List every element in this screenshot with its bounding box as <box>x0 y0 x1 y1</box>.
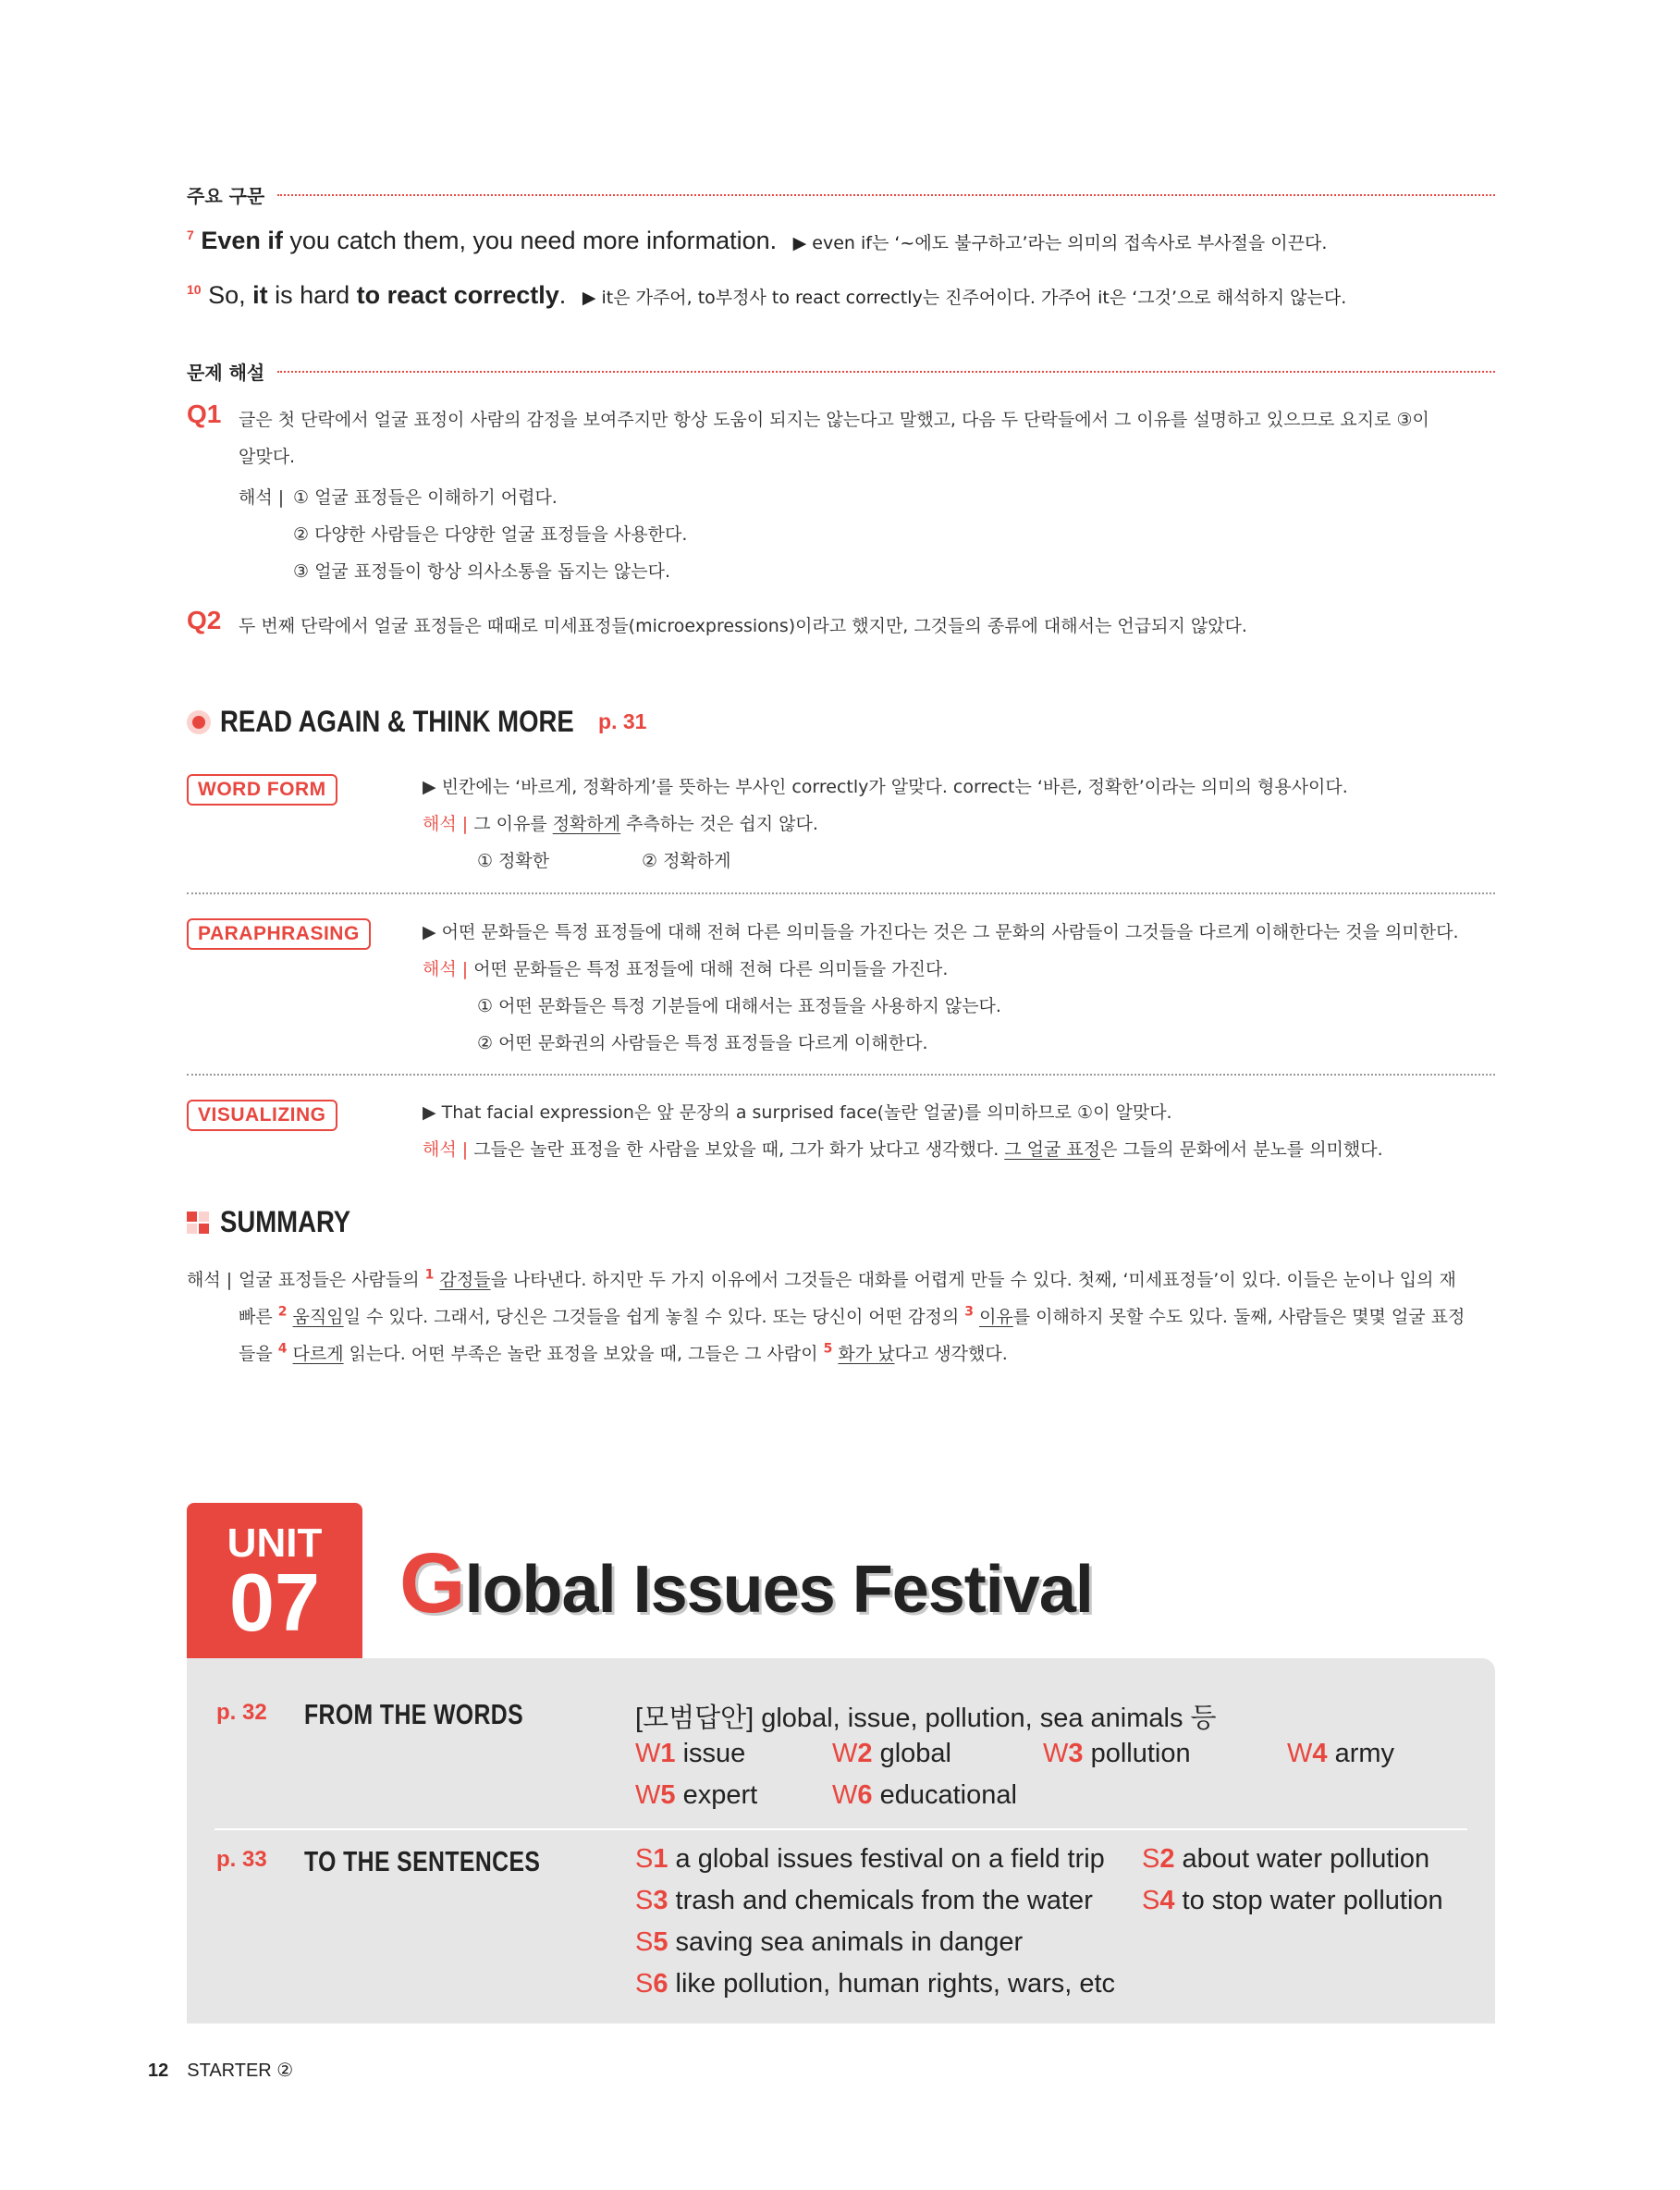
q1-translation-label: 해석 | <box>239 487 285 508</box>
word-answer-w4: W4 army <box>1287 1739 1395 1768</box>
translation-text: 추측하는 것은 쉽지 않다. <box>620 814 818 834</box>
q2-label: Q2 <box>187 606 222 634</box>
translation-text: 어떤 문화들은 특정 표정들에 대해 전혀 다른 의미들을 가진다. <box>473 959 949 979</box>
q2-text: 두 번째 단락에서 얼굴 표정들은 때때로 미세표정들(microexpressions)이라고 했지만, 그것들의 종류에 대해서는 언급되지 않았다. <box>239 616 1247 636</box>
model-answer-label: [모범답안] <box>635 1704 754 1733</box>
unit-title-initial: G <box>399 1536 465 1630</box>
unit-title <box>399 1535 1093 1632</box>
summary-text-part: 을 나타낸다. 하지만 두 가지 이유에서 그것들은 대화를 어렵게 만들 수 있다. 첫째, ‘미세표정들’이 있다. 이들은 눈이나 입의 재 <box>490 1270 1456 1290</box>
read-again-header <box>187 705 646 739</box>
summary-text-part: 읽는다. 어떤 부족은 놀란 표정을 보았을 때, 그들은 그 사람이 <box>343 1344 824 1364</box>
unit-badge <box>187 1503 362 1658</box>
unit-title-rest: lobal Issues Festival <box>464 1553 1093 1627</box>
summary-line-2 <box>239 1298 1501 1335</box>
word-answer-w5: W5 expert <box>635 1780 758 1810</box>
word-form-option-1: ① 정확한 <box>477 851 550 871</box>
translation-text: 그들은 놀란 표정을 한 사람을 보았을 때, 그가 화가 났다고 생각했다. <box>473 1139 1005 1160</box>
summary-title: SUMMARY <box>220 1205 351 1238</box>
paraphrasing-option-2: ② 어떤 문화권의 사람들은 특정 표정들을 다르게 이해한다. <box>477 1033 928 1053</box>
unit-number: 07 <box>229 1556 320 1648</box>
key-phrases-header <box>187 181 1495 208</box>
summary-text-part: 들을 <box>239 1344 278 1364</box>
q1-option-1: ① 얼굴 표정들은 이해하기 어렵다. <box>293 487 558 508</box>
summary-text-part: 다고 생각했다. <box>894 1344 1008 1364</box>
blank-number: 1 <box>424 1267 435 1283</box>
summary-text-part: 일 수 있다. 그래서, 당신은 그것들을 쉽게 놓칠 수 있다. 또는 당신이 어떤 감정의 <box>343 1307 965 1327</box>
summary-translation-label: 해석 | <box>187 1270 233 1290</box>
summary-text-part: 를 이해하지 못할 수도 있다. 둘째, 사람들은 몇몇 얼굴 표정 <box>1012 1307 1465 1327</box>
paraphrasing-tag: PARAPHRASING <box>187 918 371 950</box>
sentence-text: is hard <box>267 281 357 309</box>
translation-label: 해석 | <box>423 959 469 979</box>
summary-answer-2: 움직임 <box>292 1307 344 1327</box>
blank-number: 4 <box>277 1341 288 1357</box>
sentence-answer-s2: S2 about water pollution <box>1142 1844 1430 1874</box>
sentence-text: So, <box>208 281 253 309</box>
sentence-answer-s4: S4 to stop water pollution <box>1142 1886 1443 1915</box>
q1-option-3: ③ 얼굴 표정들이 항상 의사소통을 돕지는 않는다. <box>293 561 671 582</box>
translation-label: 해석 | <box>423 1139 469 1160</box>
sentence-answer-s3: S3 trash and chemicals from the water <box>635 1886 1093 1915</box>
translation-text: 은 그들의 문화에서 분노를 의미했다. <box>1100 1139 1383 1160</box>
word-answer-w2: W2 global <box>832 1739 951 1768</box>
q1-block <box>187 400 221 429</box>
bold-phrase: Even if <box>201 227 283 254</box>
grammar-note: ▶ even if는 ‘~에도 불구하고’라는 의미의 접속사로 부사절을 이끈다. <box>792 233 1328 253</box>
key-phrases-title: 주요 구문 <box>187 185 265 207</box>
visualizing-note: ▶ That facial expression은 앞 문장의 a surprised face(놀란 얼굴)를 의미하므로 ①이 알맞다. <box>423 1102 1172 1123</box>
read-again-title: READ AGAIN & THINK MORE <box>220 705 574 738</box>
q1-option-2: ② 다양한 사람들은 다양한 얼굴 표정들을 사용한다. <box>293 524 688 545</box>
key-phrase-line-1 <box>187 227 1327 255</box>
word-answer-w3: W3 pollution <box>1043 1739 1191 1768</box>
summary-squares-icon <box>187 1212 209 1234</box>
dotted-divider <box>187 892 1495 894</box>
summary-answer-5: 화가 났 <box>838 1344 895 1364</box>
model-answer-text: global, issue, pollution, sea animals 등 <box>761 1704 1217 1733</box>
blank-number: 3 <box>964 1304 975 1320</box>
book-title: STARTER ② <box>187 2061 294 2081</box>
summary-answer-3: 이유 <box>979 1307 1013 1327</box>
word-form-tag: WORD FORM <box>187 774 337 806</box>
summary-answer-4: 다르게 <box>292 1344 344 1364</box>
circle-bullet-icon <box>187 710 211 734</box>
model-answer <box>635 1697 1217 1735</box>
summary-text-part: 얼굴 표정들은 사람들의 <box>239 1270 425 1290</box>
dotted-rule <box>277 194 1495 196</box>
grammar-note: ▶ it은 가주어, to부정사 to react correctly는 진주어이다. 가주어 it은 ‘그것’으로 해석하지 않는다. <box>582 288 1347 308</box>
translation-label: 해석 | <box>423 814 469 834</box>
bold-phrase: to react correctly <box>356 281 559 309</box>
sentence-answer-s6: S6 like pollution, human rights, wars, etc <box>635 1969 1116 1999</box>
panel-divider <box>215 1828 1467 1830</box>
q1-options <box>293 479 687 590</box>
blank-number: 5 <box>823 1341 833 1357</box>
word-answer-w1: W1 issue <box>635 1739 746 1768</box>
word-answer-w6: W6 educational <box>832 1780 1017 1810</box>
page-footer <box>148 2059 293 2082</box>
to-sentences-page: p. 33 <box>216 1847 267 1872</box>
bold-phrase: it <box>252 281 268 309</box>
q1-line-2: 알맞다. <box>239 447 296 467</box>
q1-label: Q1 <box>187 400 222 428</box>
read-again-page-ref: p. 31 <box>598 709 647 733</box>
to-sentences-heading: TO THE SENTENCES <box>304 1845 541 1877</box>
underlined-phrase: 그 얼굴 표정 <box>1004 1139 1101 1160</box>
line-number: 7 <box>187 228 194 242</box>
dotted-divider <box>187 1074 1495 1076</box>
paraphrasing-translation <box>423 951 948 988</box>
summary-text <box>239 1261 1501 1372</box>
sentence-answer-s1: S1 a global issues festival on a field trip <box>635 1844 1105 1874</box>
word-form-note: ▶ 빈칸에는 ‘바르게, 정확하게’를 뜻하는 부사인 correctly가 알맞다. correct는 ‘바른, 정확한’이라는 의미의 형용사이다. <box>423 777 1348 797</box>
summary-line-1 <box>239 1261 1501 1298</box>
page-number: 12 <box>148 2061 169 2081</box>
line-number: 10 <box>187 282 202 297</box>
sentence-text: you catch them, you need more information. <box>282 227 778 254</box>
sentence-answer-s5: S5 saving sea animals in danger <box>635 1927 1024 1957</box>
sentence-text: . <box>558 281 567 309</box>
visualizing-tag: VISUALIZING <box>187 1100 337 1131</box>
from-words-heading: FROM THE WORDS <box>304 1698 524 1730</box>
paraphrasing-options <box>477 988 1001 1062</box>
word-form-translation <box>423 806 818 843</box>
paraphrasing-option-1: ① 어떤 문화들은 특정 기분들에 대해서는 표정들을 사용하지 않는다. <box>477 996 1001 1016</box>
q1-line-1: 글은 첫 단락에서 얼굴 표정이 사람의 감정을 보여주지만 항상 도움이 되지는 않는다고 말했고, 다음 두 단락들에서 그 이유를 설명하고 있으므로 요지로 ③이 <box>239 410 1429 430</box>
q1-text <box>239 401 1496 475</box>
blank-number: 2 <box>277 1304 288 1320</box>
key-phrase-line-2 <box>187 281 1346 310</box>
problem-header <box>187 358 1495 385</box>
visualizing-translation <box>423 1131 1383 1168</box>
paraphrasing-note: ▶ 어떤 문화들은 특정 표정들에 대해 전혀 다른 의미들을 가진다는 것은 그 문화의 사람들이 그것들을 다르게 이해한다는 것을 의미한다. <box>423 922 1459 942</box>
summary-line-3 <box>239 1335 1501 1372</box>
q2-block <box>187 606 221 635</box>
from-words-page: p. 32 <box>216 1700 267 1725</box>
word-form-option-2: ② 정확하게 <box>642 851 731 871</box>
translation-text: 그 이유를 <box>473 814 553 834</box>
problem-title: 문제 해설 <box>187 362 265 384</box>
summary-text-part: 빠른 <box>239 1307 278 1327</box>
summary-header <box>187 1205 372 1239</box>
dotted-rule <box>277 371 1495 373</box>
summary-answer-1: 감정들 <box>439 1270 491 1290</box>
unit-label: UNIT <box>227 1520 323 1566</box>
underlined-word: 정확하게 <box>552 814 621 834</box>
